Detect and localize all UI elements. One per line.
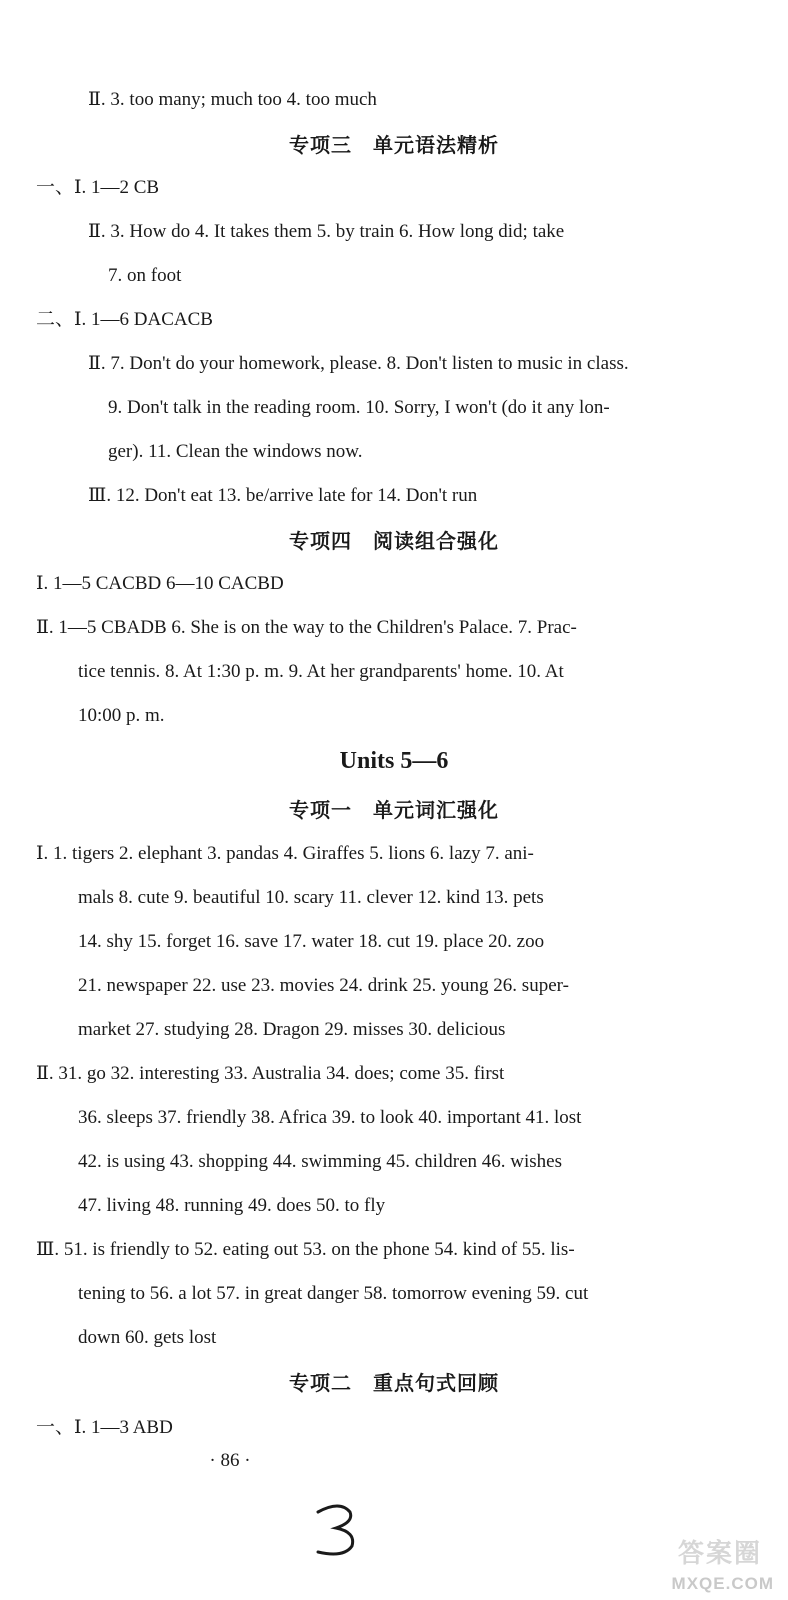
units-title: Units 5—6 [339,748,449,774]
answer-line: 7. on foot [108,265,182,286]
answer-line: 二、Ⅰ. 1—6 DACACB [36,309,213,330]
answer-line: 9. Don't talk in the reading room. 10. Sorry, I won't (do it any lon- [108,397,610,418]
answer-line: ger). 11. Clean the windows now. [108,441,363,462]
section-heading-grammar: 专项三 单元语法精析 [289,133,499,157]
answer-line: 10:00 p. m. [78,705,165,726]
answer-line: down 60. gets lost [78,1327,217,1348]
answer-line: Ⅰ. 1. tigers 2. elephant 3. pandas 4. Giraffes 5. lions 6. lazy 7. ani- [36,843,534,864]
answer-line: 42. is using 43. shopping 44. swimming 45. children 46. wishes [78,1151,562,1172]
answer-line: Ⅰ. 1—5 CACBD 6—10 CACBD [36,573,284,594]
answer-line: Ⅱ. 7. Don't do your homework, please. 8. Don't listen to music in class. [88,353,629,374]
watermark-text: MXQE.COM [671,1574,774,1593]
answer-line: Ⅲ. 51. is friendly to 52. eating out 53. on the phone 54. kind of 55. lis- [36,1239,575,1260]
page-number: · 86 · [209,1450,251,1471]
answer-line: 47. living 48. running 49. does 50. to fly [78,1195,386,1216]
answer-line: 一、Ⅰ. 1—2 CB [36,177,160,198]
answer-line: 21. newspaper 22. use 23. movies 24. drink 25. young 26. super- [78,975,569,996]
answer-line: 一、Ⅰ. 1—3 ABD [36,1417,173,1438]
answer-line: tening to 56. a lot 57. in great danger 58. tomorrow evening 59. cut [78,1283,589,1304]
answer-line: 14. shy 15. forget 16. save 17. water 18. cut 19. place 20. zoo [78,931,545,952]
section-heading-sentences: 专项二 重点句式回顾 [289,1371,499,1395]
section-heading-reading: 专项四 阅读组合强化 [289,529,499,553]
answer-line: Ⅱ. 1—5 CBADB 6. She is on the way to the Children's Palace. 7. Prac- [36,617,577,638]
watermark-logo: 答案圈 [677,1539,762,1569]
answer-line: Ⅱ. 3. How do 4. It takes them 5. by train 6. How long did; take [88,221,565,242]
answer-line: Ⅲ. 12. Don't eat 13. be/arrive late for 14. Don't run [88,485,478,506]
answer-line: tice tennis. 8. At 1:30 p. m. 9. At her grandparents' home. 10. At [78,661,564,682]
section-heading-vocab: 专项一 单元词汇强化 [289,798,499,822]
handwritten-three [310,1500,370,1560]
answer-line: market 27. studying 28. Dragon 29. misses 30. delicious [78,1019,506,1040]
answer-line: 36. sleeps 37. friendly 38. Africa 39. to look 40. important 41. lost [78,1107,582,1128]
answer-line: Ⅱ. 31. go 32. interesting 33. Australia 34. does; come 35. first [36,1063,505,1084]
answer-line: Ⅱ. 3. too many; much too 4. too much [88,89,377,110]
answer-line: mals 8. cute 9. beautiful 10. scary 11. clever 12. kind 13. pets [78,887,544,908]
